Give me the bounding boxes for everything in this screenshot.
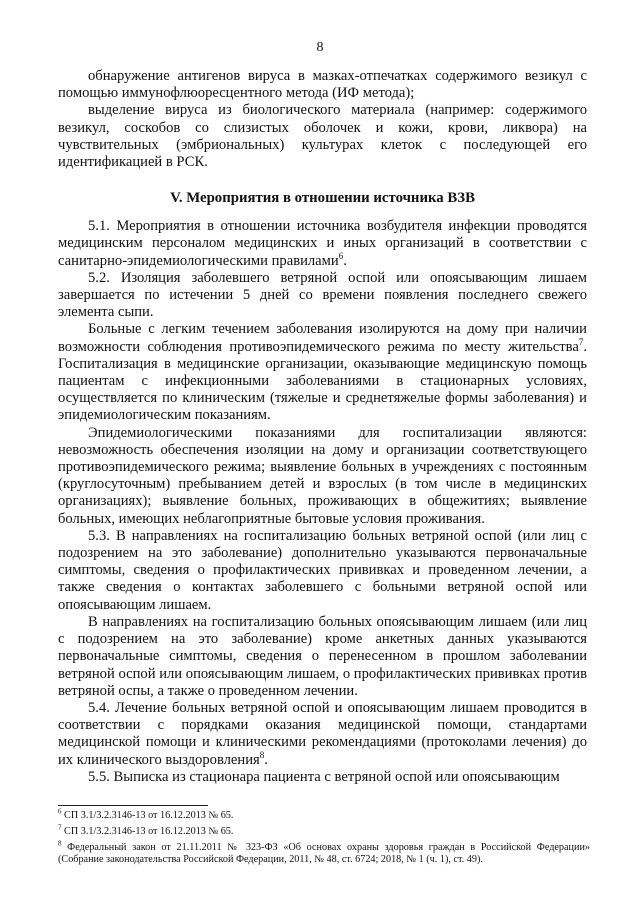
footnote-ref-6[interactable]: 6 [338, 250, 344, 261]
footnote-ref-7[interactable]: 7 [578, 336, 584, 347]
main-text [58, 68, 587, 786]
paragraph-5-5: 5.5. Выписка из стационара пациента с ветряной оспой или опоясывающим [88, 768, 560, 785]
paragraph-zoster-referral: В направлениях на госпитализацию больных опоясывающим лишаем (или лиц с подозрением на это заболевание) кроме анкетных данных указываются первоначальные симптомы, сведения о перенесенном в прошлом заболевании ветряной оспой или опоясывающим лишаем, о профилактических прививках против ветряной оспы, а также о проведенном лечении. [58, 613, 587, 699]
paragraph-5-3: 5.3. В направлениях на госпитализацию больных ветряной оспой (или лиц с подозрением на это заболевание) дополнительно указываются первоначальные симптомы, сведения о профилактических прививках и проведенном лечении, а также сведения о контактах заболевшего с больными ветряной оспой или опоясывающим лишаем. [58, 527, 587, 613]
paragraph-epidemiological-indications: Эпидемиологическими показаниями для госпитализации являются: невозможность обеспечения изоляции на дому и организации соответствующего противоэпидемического режима; выявление больных в учреждениях с постоянным (круглосуточным) пребыванием детей и взрослых (в том числе в медицинских организациях); выявление больных, проживающих в общежитиях; выявление больных, имеющих неблагоприятные бытовые условия проживания. [58, 424, 587, 527]
paragraph-light-cases: Больные с легким течением заболевания изолируются на дому при наличии возможности соблюдения противоэпидемического режима по месту жительства$^7$. Госпитализация в медицинские организации, оказывающие медицинскую помощь пациентам с инфекционными заболеваниями в стационарных условиях, осуществляется по клиническим (тяжелые и среднетяжелые формы заболевания) и эпидемиологическим показаниям. [58, 321, 587, 424]
paragraph-5-2: 5.2. Изоляция заболевшего ветряной оспой или опоясывающим лишаем завершается по истечении 5 дней со времени появления последнего свежего элемента сыпи. [58, 269, 587, 321]
footnote-8: $^8$ Федеральный закон от 21.11.2011 № 323-ФЗ «Об основах охраны здоровья граждан в Российской Федерации» (Собрание законодательства Российской Федерации, 2011, № 48, ст. 6724; 2018, № 1 (ч. 1), ст. 49). [58, 839, 590, 866]
footnote-divider [58, 805, 208, 806]
page-number: 8 [316, 40, 324, 55]
section-title: V. Мероприятия в отношении источника ВЗВ [170, 190, 475, 207]
footnotes [58, 807, 590, 870]
footnote-ref-8[interactable]: 8 [259, 749, 265, 760]
paragraph-virus-isolation: выделение вируса из биологического материала (например: содержимого везикул, соскобов со слизистых оболочек и кожи, крови, ликвора) на чувствительных (эмбриональных) культурах клеток с последующей его идентификацией в РСК. [58, 102, 587, 171]
paragraph-antigen: обнаружение антигенов вируса в мазках-отпечатках содержимого везикул с помощью иммунофлюоресцентного метода (ИФ метода); [58, 68, 587, 102]
footnote-7: $^7$ СП 3.1/3.2.3146-13 от 16.12.2013 № 65. [58, 823, 234, 837]
footnote-6: $^6$ СП 3.1/3.2.3146-13 от 16.12.2013 № 65. [58, 807, 234, 821]
paragraph-5-4: 5.4. Лечение больных ветряной оспой и опоясывающим лишаем проводится в соответствии с порядками оказания медицинской помощи, стандартами медицинской помощи и клиническими рекомендациями (протоколами лечения) до их клинического выздоровления$^8$. [58, 699, 587, 768]
paragraph-5-1: 5.1. Мероприятия в отношении источника возбудителя инфекции проводятся медицинским персоналом медицинских и иных организаций в соответствии с санитарно-эпидемиологическими правилами$^6$. [58, 218, 587, 269]
